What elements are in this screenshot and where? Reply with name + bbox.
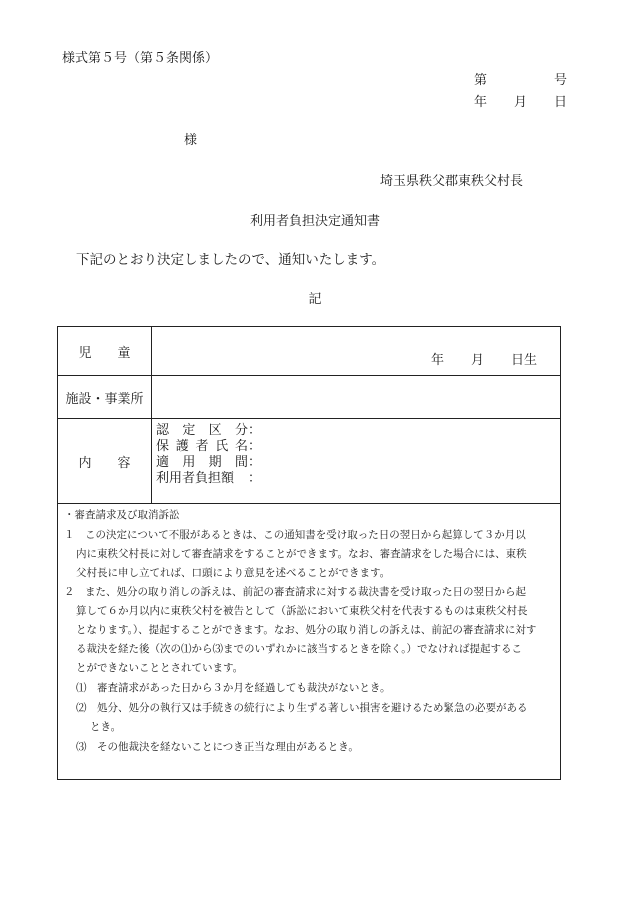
note2-line4: る裁決を経た後（次の⑴から⑶までのいずれかに該当するときを除く。）でなければ提起するこ (76, 643, 523, 655)
ki-marker: 記 (308, 292, 322, 307)
content-item-colon: ： (248, 439, 262, 454)
note-item2-line1: ⑵ 処分、処分の執行又は手続きの続行により生ずる著しい損害を避けるため緊急の必要がある (76, 702, 528, 714)
content-item-key: 利用者負担額 (156, 471, 235, 486)
note2-line3: となります。）、提起することができます。なお、処分の取り消しの訴えは、前記の審査請求に対す (76, 624, 537, 636)
note1-line1: １ この決定について不服があるときは、この通知書を受け取った日の翌日から起算して３か月以 (64, 529, 526, 541)
details-table (57, 326, 561, 504)
form-number: 様式第５号（第５条関係） (62, 51, 219, 66)
content-item-colon: ： (248, 423, 262, 438)
content-item-key: 保 護 者 氏 名 (156, 439, 248, 454)
document-number-prefix: 第 (474, 73, 488, 88)
date-month: 月 (514, 95, 528, 110)
content-item (156, 455, 560, 471)
notes-box (57, 503, 561, 780)
intro-text: 下記のとおり決定しましたので、通知いたします。 (76, 252, 386, 268)
document-title: 利用者負担決定通知書 (249, 214, 380, 229)
date-year: 年 (474, 95, 488, 110)
facility-label: 施設・事業所 (58, 376, 152, 419)
content-item (156, 471, 560, 487)
child-label: 児 童 (58, 327, 152, 376)
date-day: 日 (554, 95, 568, 110)
facility-row (58, 376, 561, 419)
child-value-cell (152, 327, 561, 376)
note-item2-line2: とき。 (90, 721, 122, 733)
content-item-colon: ： (248, 471, 262, 486)
facility-value-cell (152, 376, 561, 419)
note-item3: ⑶ その他裁決を経ないことにつき正当な理由があるとき。 (76, 741, 359, 753)
note1-line3: 父村長に申し立てれば、口頭により意見を述べることができます。 (76, 567, 391, 579)
content-item (156, 439, 560, 455)
birth-year-label: 年 (431, 353, 445, 368)
content-value-cell (152, 419, 561, 504)
birth-month-label: 月 (471, 353, 485, 368)
addressee-honorific: 様 (184, 133, 198, 148)
content-label: 内 容 (58, 419, 152, 504)
issuer: 埼玉県秩父郡東秩父村長 (380, 174, 524, 189)
content-list (152, 419, 560, 487)
content-item (156, 423, 560, 439)
content-item-key: 適 用 期 間 (156, 455, 248, 470)
document-number-suffix: 号 (554, 73, 568, 88)
note2-line1: ２ また、処分の取り消しの訴えは、前記の審査請求に対する裁決書を受け取った日の翌日から起 (64, 586, 526, 598)
note-item1: ⑴ 審査請求があった日から３か月を経過しても裁決がないとき。 (76, 682, 391, 694)
content-item-key: 認 定 区 分 (156, 423, 248, 438)
note1-line2: 内に東秩父村長に対して審査請求をすることができます。なお、審査請求をした場合には、東秩 (76, 548, 527, 560)
content-item-colon: ： (248, 455, 262, 470)
birth-day-label: 日生 (511, 353, 538, 368)
note2-line5: とができないこととされています。 (76, 662, 244, 674)
content-row (58, 419, 561, 504)
notes-heading: ・審査請求及び取消訴訟 (64, 509, 180, 521)
note2-line2: 算して６か月以内に東秩父村を被告として（訴訟において東秩父村を代表するものは東秩父村長 (76, 605, 528, 617)
child-row (58, 327, 561, 376)
